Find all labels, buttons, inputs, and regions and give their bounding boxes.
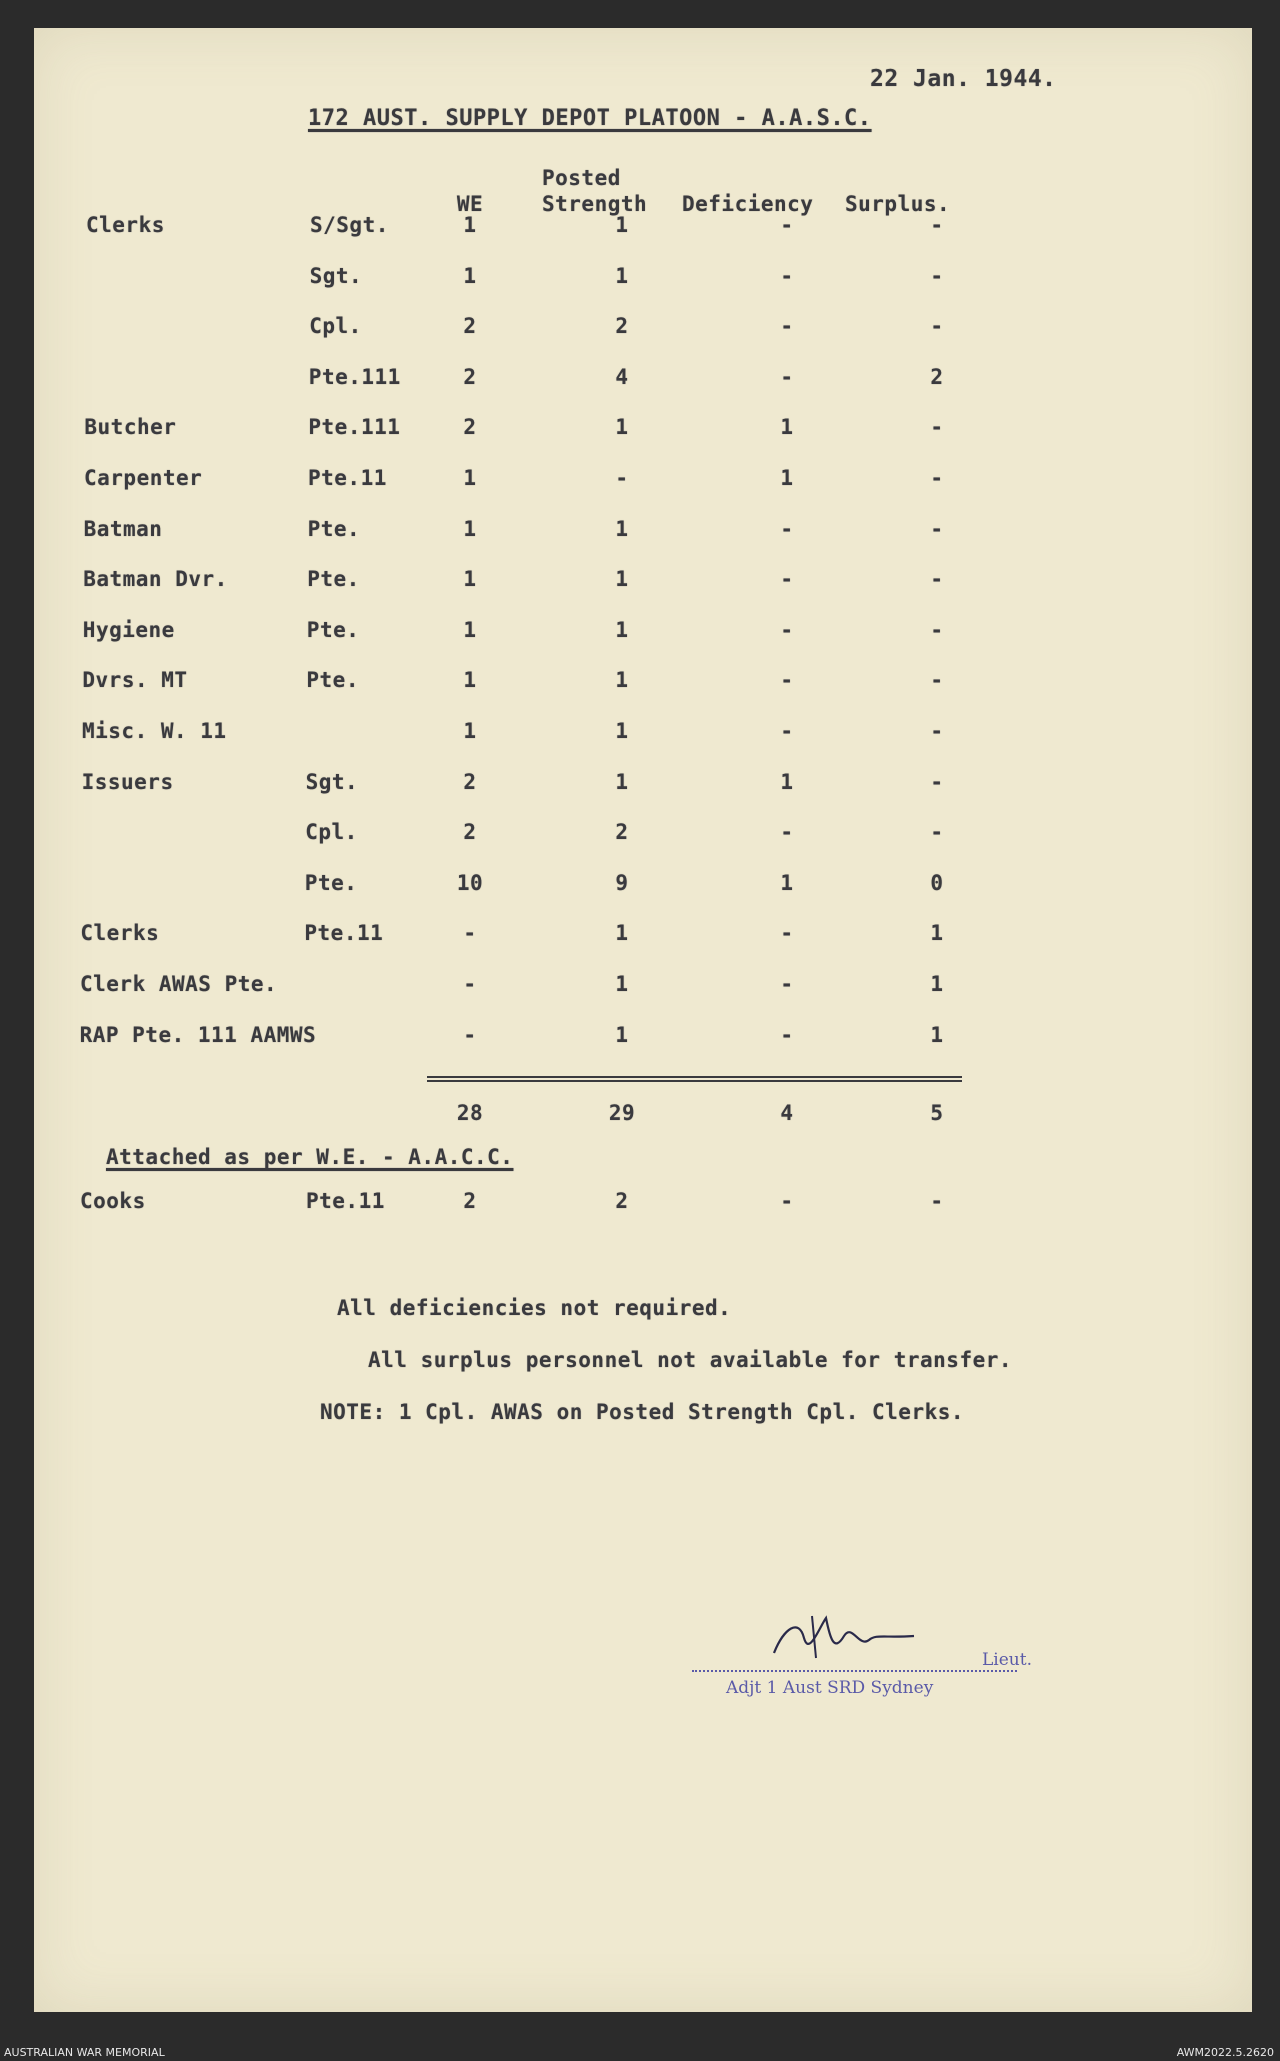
row-posted: - [615, 466, 629, 490]
header-we: WE [456, 192, 484, 216]
row-posted: 1 [615, 921, 629, 945]
row-posted: 2 [615, 820, 629, 844]
document-title: 172 AUST. SUPPLY DEPOT PLATOON - A.A.S.C. [308, 106, 872, 131]
row-rank: Pte.11 [308, 466, 387, 490]
note-awas: NOTE: 1 Cpl. AWAS on Posted Strength Cpl. Clerks. [320, 1400, 965, 1424]
row-rank: Pte.11 [304, 921, 384, 945]
row-surplus: - [930, 517, 944, 541]
row-rank: Pte.111 [308, 415, 401, 439]
row-rank: Cpl. [309, 314, 362, 338]
row-role: Clerks [86, 213, 165, 237]
document-page [34, 28, 1252, 2012]
total-rule-top [427, 1076, 962, 1078]
row-surplus: 0 [930, 871, 944, 895]
footer-right: AWM2022.5.2620 [1176, 2046, 1274, 2059]
row-deficiency: - [780, 719, 794, 743]
row-surplus: - [930, 770, 944, 794]
row-we: 1 [463, 213, 477, 237]
row-surplus: - [930, 567, 944, 591]
row-deficiency: 1 [780, 871, 794, 895]
row-posted: 9 [615, 871, 629, 895]
row-rank: Pte. [306, 618, 360, 642]
header-deficiency: Deficiency [682, 192, 814, 216]
total-we: 28 [456, 1101, 484, 1125]
row-we: 1 [463, 264, 477, 288]
row-we: 1 [463, 567, 477, 591]
row-role: Clerks [80, 921, 160, 945]
row-deficiency: - [780, 213, 794, 237]
row-we: 2 [463, 314, 477, 338]
row-we: 10 [456, 871, 484, 895]
stamp-rank: Lieut. [982, 1650, 1032, 1670]
row-role: Dvrs. MT [82, 668, 188, 692]
row-deficiency: - [780, 314, 794, 338]
row-deficiency: - [780, 567, 794, 591]
row-we: 1 [463, 719, 477, 743]
row-deficiency: - [780, 618, 794, 642]
note-deficiencies: All deficiencies not required. [337, 1296, 732, 1320]
row-we: 2 [463, 365, 477, 389]
note-surplus: All surplus personnel not available for transfer. [368, 1348, 1013, 1372]
total-posted: 29 [608, 1101, 636, 1125]
row-role: Carpenter [84, 466, 203, 490]
row-posted: 1 [615, 264, 629, 288]
row-surplus: - [930, 213, 944, 237]
row-rank: Pte.111 [308, 365, 401, 389]
row-surplus: - [930, 668, 944, 692]
signature [764, 1608, 934, 1668]
header-posted: Posted [542, 166, 621, 190]
row-posted: 1 [615, 415, 629, 439]
row-posted: 1 [615, 668, 629, 692]
row-deficiency: - [780, 1023, 794, 1047]
row-we: - [463, 1023, 477, 1047]
attached-deficiency: - [780, 1189, 794, 1213]
row-rank: S/Sgt. [310, 213, 389, 237]
total-rule-bottom [427, 1080, 962, 1082]
row-we: - [463, 921, 477, 945]
attached-role: Cooks [80, 1189, 146, 1213]
row-surplus: 1 [930, 972, 944, 996]
row-posted: 1 [615, 213, 629, 237]
row-we: 1 [463, 618, 477, 642]
row-role: Batman [83, 517, 163, 541]
row-role: Misc. W. 11 [82, 719, 227, 743]
row-we: 1 [463, 466, 477, 490]
row-surplus: 1 [930, 1023, 944, 1047]
row-deficiency: - [780, 517, 794, 541]
row-rank: Sgt. [309, 264, 363, 288]
row-role: Batman Dvr. [83, 567, 228, 591]
row-posted: 1 [615, 517, 629, 541]
row-rank: Pte. [307, 517, 361, 541]
row-deficiency: - [780, 365, 794, 389]
row-deficiency: 1 [780, 770, 794, 794]
stamp-office: Adjt 1 Aust SRD Sydney [726, 1678, 934, 1698]
row-surplus: 1 [930, 921, 944, 945]
row-role: Hygiene [82, 618, 175, 642]
row-surplus: - [930, 820, 944, 844]
row-surplus: 2 [930, 365, 944, 389]
row-posted: 2 [615, 314, 629, 338]
row-rank: Pte. [306, 668, 359, 692]
row-surplus: - [930, 466, 944, 490]
header-surplus: Surplus. [845, 192, 951, 216]
row-we: 1 [463, 668, 477, 692]
row-rank: Cpl. [305, 820, 358, 844]
attached-posted: 2 [615, 1189, 629, 1213]
row-deficiency: - [780, 921, 794, 945]
row-deficiency: 1 [780, 466, 794, 490]
row-we: 2 [463, 415, 477, 439]
document-date: 22 Jan. 1944. [870, 66, 1057, 92]
row-posted: 1 [615, 770, 629, 794]
row-posted: 4 [615, 365, 629, 389]
row-we: 2 [463, 820, 477, 844]
row-role: Butcher [84, 415, 177, 439]
row-deficiency: 1 [780, 415, 794, 439]
row-rank: Pte. [304, 871, 358, 895]
row-posted: 1 [615, 719, 629, 743]
row-rank: Sgt. [305, 770, 359, 794]
total-surplus: 5 [930, 1101, 944, 1125]
row-surplus: - [930, 314, 944, 338]
total-deficiency: 4 [780, 1101, 794, 1125]
row-posted: 1 [615, 972, 629, 996]
row-posted: 1 [615, 1023, 629, 1047]
row-deficiency: - [780, 264, 794, 288]
row-surplus: - [930, 618, 944, 642]
row-we: 1 [463, 517, 477, 541]
footer-left: AUSTRALIAN WAR MEMORIAL [4, 2046, 165, 2059]
row-rank: Pte. [307, 567, 360, 591]
header-strength: Strength [542, 192, 648, 216]
row-role: Issuers [81, 770, 174, 794]
row-surplus: - [930, 719, 944, 743]
signature-line [692, 1670, 1017, 1672]
row-surplus: - [930, 415, 944, 439]
row-posted: 1 [615, 567, 629, 591]
attached-surplus: - [930, 1189, 944, 1213]
attached-we: 2 [463, 1189, 477, 1213]
row-deficiency: - [780, 668, 794, 692]
row-role: Clerk AWAS Pte. [80, 972, 278, 996]
row-deficiency: - [780, 820, 794, 844]
row-deficiency: - [780, 972, 794, 996]
row-role: RAP Pte. 111 AAMWS [79, 1023, 317, 1047]
row-we: 2 [463, 770, 477, 794]
row-we: - [463, 972, 477, 996]
attached-heading: Attached as per W.E. - A.A.C.C. [106, 1145, 514, 1169]
row-surplus: - [930, 264, 944, 288]
row-posted: 1 [615, 618, 629, 642]
attached-rank: Pte.11 [306, 1189, 385, 1213]
